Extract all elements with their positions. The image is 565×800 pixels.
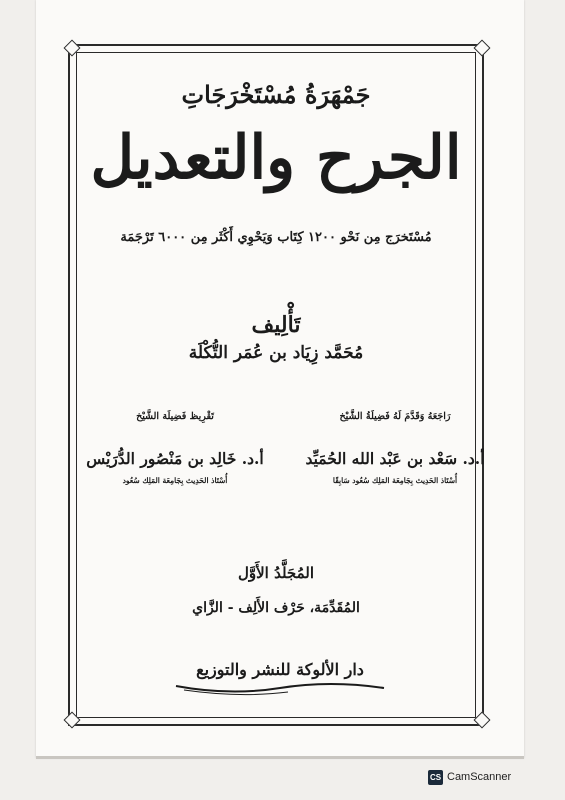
reviewer-name: أ.د. خَالِد بن مَنْصُور الدُّرَيْس <box>86 449 264 468</box>
publisher-logo <box>170 652 390 696</box>
reviewer-description: أُسْتَاذ الحَدِيث بِجَامِعَة المَلِك سُعُود سَابِقًا <box>332 476 458 485</box>
reviewer-name: أ.د. سَعْد بن عَبْد الله الحُمَيِّد <box>305 449 485 468</box>
reviewer-role: تَقْرِيظ فَضِيلَة الشَّيْخ <box>136 411 214 422</box>
camscanner-watermark <box>428 768 511 786</box>
volume-label: المُجَلَّدُ الأَوَّل <box>237 564 315 582</box>
book-title: الجرح والتعديل <box>90 123 462 193</box>
reviewer-role: رَاجَعَهُ وَقَدَّمَ لَهُ فَضِيلَةُ الشَّيْخ <box>339 411 451 422</box>
page-edge <box>36 756 524 759</box>
reviewer-block-right <box>300 410 490 488</box>
book-subtitle: مُسْتَخرَج مِن نَحْو ١٢٠٠ كِتَاب وَيَحْوِي أَكْثَر مِن ٦٠٠٠ تَرْجَمَة <box>120 230 432 245</box>
series-title: جَمْهَرَةُ مُسْتَخْرَجَاتِ <box>181 80 371 109</box>
reviewer-block-left <box>80 410 270 488</box>
volume-contents: المُقَدِّمَة، حَرْف الأَلِف - الزَّاي <box>192 600 360 616</box>
reviewer-description: أُسْتَاذ الحَدِيث بِجَامِعَة المَلِك سُعُود <box>122 476 228 485</box>
authorship-label: تَأْلِيف <box>251 312 301 338</box>
author-name: مُحَمَّد زِيَاد بن عُمَر التُّكْلَة <box>188 343 364 363</box>
camscanner-label: CamScanner <box>447 771 512 783</box>
camscanner-icon: CS <box>428 770 443 785</box>
publisher-name: دار الألوكة للنشر والتوزيع <box>196 660 364 679</box>
